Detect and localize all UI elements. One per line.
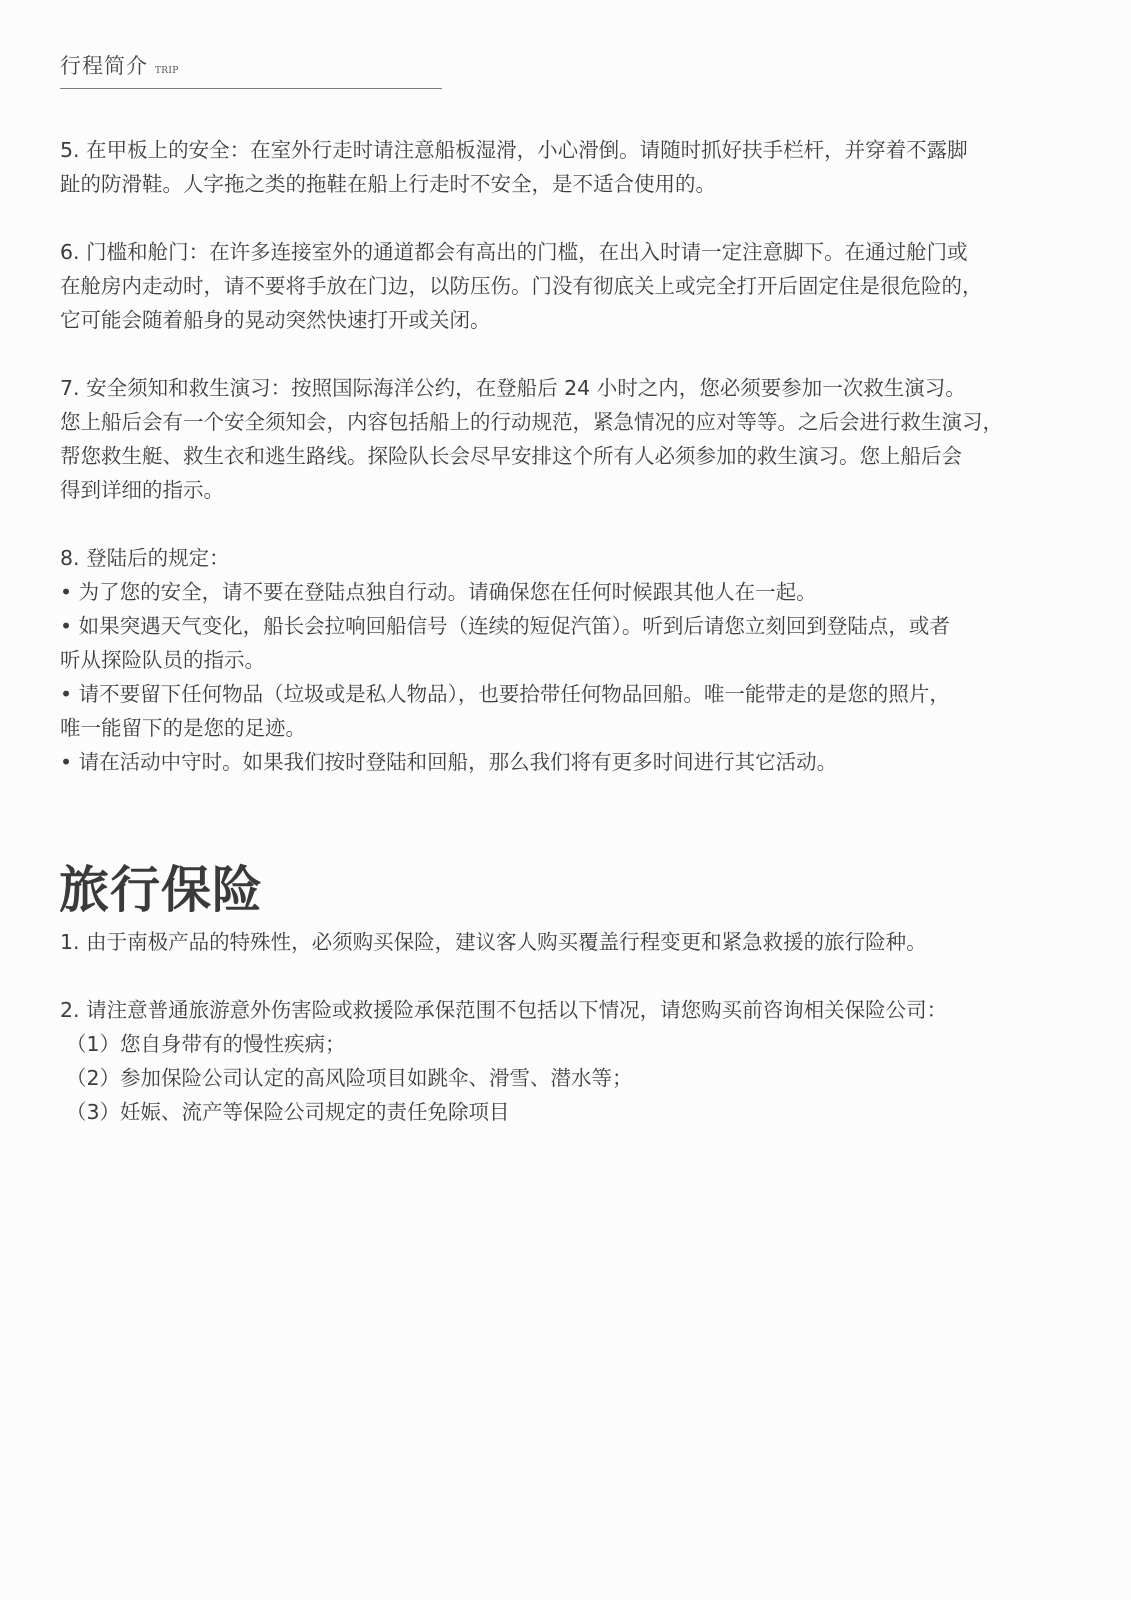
- header-subtitle: TRIP: [155, 66, 179, 76]
- insurance-subitem-1: （1）您自身带有的慢性疾病；: [66, 1032, 346, 1056]
- bullet-line: • 请在活动中守时。如果我们按时登陆和回船，那么我们将有更多时间进行其它活动。: [60, 750, 838, 774]
- bullet-line: • 请不要留下任何物品（垃圾或是私人物品），也要拾带任何物品回船。唯一能带走的是您的照片，: [60, 682, 950, 706]
- header-divider: [60, 88, 442, 89]
- safety-item-7: [60, 371, 1070, 507]
- header-row: [60, 48, 442, 80]
- text-line: 6. 门槛和舱门：在许多连接室外的通道都会有高出的门槛，在出入时请一定注意脚下。在通过舱门或: [60, 240, 968, 264]
- text-line: 唯一能留下的是您的足迹。: [60, 716, 306, 740]
- safety-item-6: [60, 235, 1070, 337]
- safety-item-8: [60, 541, 1070, 779]
- insurance-subitem-2: （2）参加保险公司认定的高风险项目如跳伞、滑雪、潜水等；: [66, 1066, 633, 1090]
- text-line: 2. 请注意普通旅游意外伤害险或救援险承保范围不包括以下情况，请您购买前咨询相关保险公司：: [60, 998, 948, 1022]
- insurance-item-2: [60, 993, 1070, 1129]
- text-line: 它可能会随着船身的晃动突然快速打开或关闭。: [60, 308, 491, 332]
- insurance-section-title: 旅行保险: [59, 861, 263, 919]
- page-header: [60, 48, 442, 89]
- safety-item-5: [60, 133, 1070, 201]
- insurance-subitem-3: （3）妊娠、流产等保险公司规定的责任免除项目: [66, 1100, 510, 1124]
- text-line: 趾的防滑鞋。人字拖之类的拖鞋在船上行走时不安全，是不适合使用的。: [60, 172, 716, 196]
- text-line: 听从探险队员的指示。: [60, 648, 265, 672]
- bullet-line: • 如果突遇天气变化，船长会拉响回船信号（连续的短促汽笛）。听到后请您立刻回到登陆点，或者: [60, 614, 950, 638]
- insurance-content: [60, 925, 1070, 1129]
- safety-content: [60, 133, 1070, 779]
- bullet-line: • 为了您的安全，请不要在登陆点独自行动。请确保您在任何时候跟其他人在一起。: [60, 580, 817, 604]
- text-line: 在舱房内走动时，请不要将手放在门边，以防压伤。门没有彻底关上或完全打开后固定住是很危险的，: [60, 274, 983, 298]
- insurance-item-1: [60, 925, 1070, 959]
- text-line: 您上船后会有一个安全须知会，内容包括船上的行动规范，紧急情况的应对等等。之后会进行救生演习，: [60, 410, 1003, 434]
- header-title: 行程简介: [60, 54, 148, 78]
- text-line: 1. 由于南极产品的特殊性，必须购买保险，建议客人购买覆盖行程变更和紧急救援的旅行险种。: [60, 930, 927, 954]
- text-line: 7. 安全须知和救生演习：按照国际海洋公约，在登船后 24 小时之内，您必须要参加一次救生演习。: [60, 376, 966, 400]
- text-line: 5. 在甲板上的安全：在室外行走时请注意船板湿滑，小心滑倒。请随时抓好扶手栏杆，并穿着不露脚: [60, 138, 968, 162]
- text-line: 8. 登陆后的规定：: [60, 546, 230, 570]
- text-line: 帮您救生艇、救生衣和逃生路线。探险队长会尽早安排这个所有人必须参加的救生演习。您上船后会: [60, 444, 962, 468]
- text-line: 得到详细的指示。: [60, 478, 224, 502]
